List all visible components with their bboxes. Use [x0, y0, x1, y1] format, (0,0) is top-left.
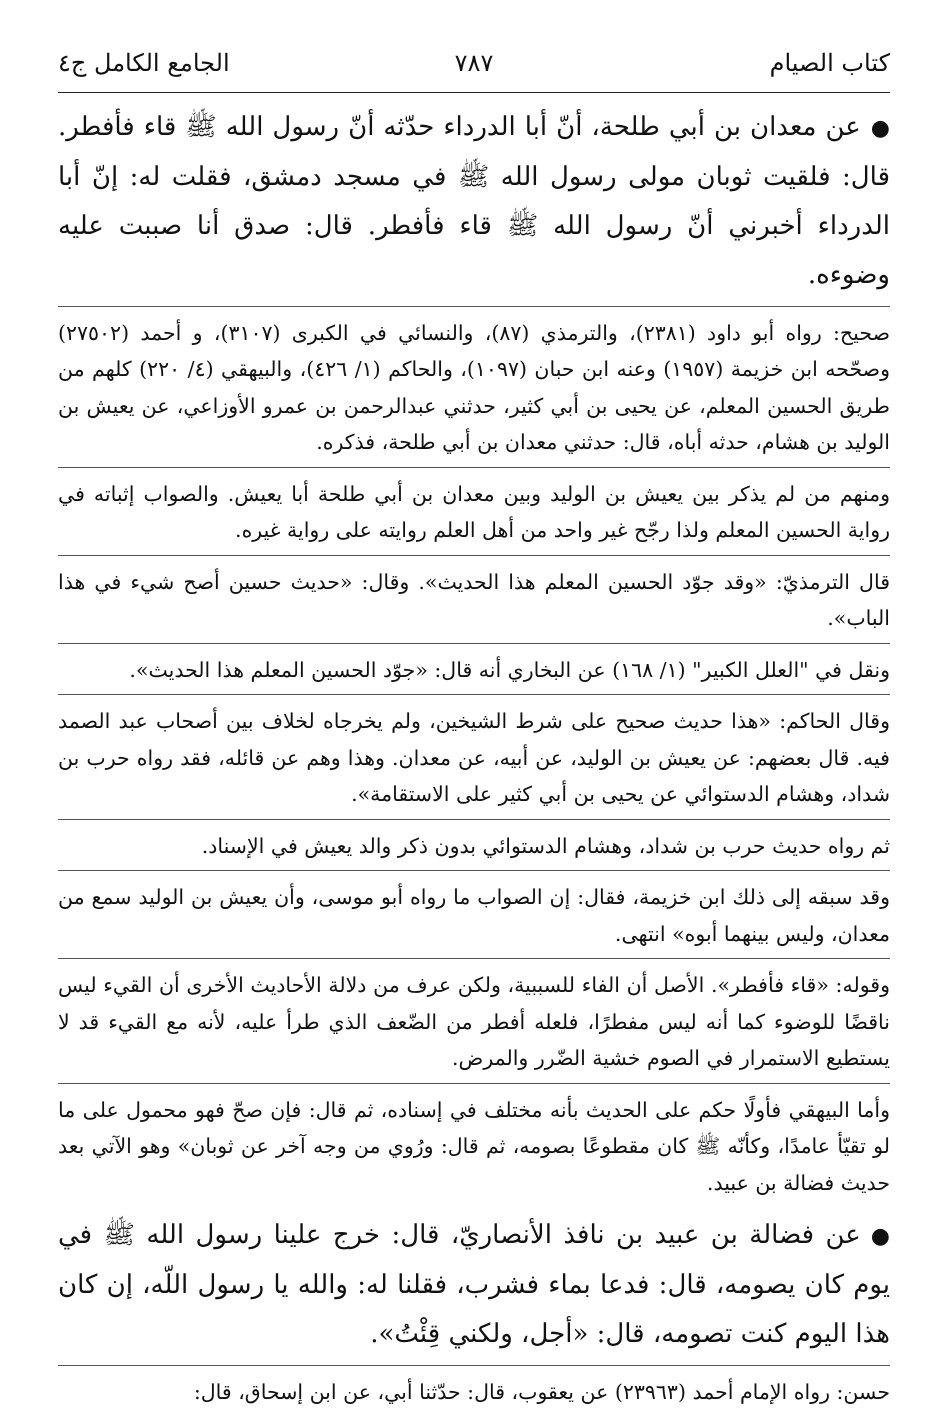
divider [58, 694, 890, 695]
note-paragraph: وقد سبقه إلى ذلك ابن خزيمة، فقال: إن الصواب ما رواه أبو موسى، وأن يعيش بن الوليد سمع من معدان، وليس بينهما أبوه» انتهى. [58, 879, 890, 952]
bullet-icon: ● [871, 104, 890, 153]
divider [58, 1365, 890, 1366]
hadith-body: عن فضالة بن عبيد بن نافذ الأنصاريّ، قال: خرج علينا رسول الله ﷺ في يوم كان يصومه، قال: فدعا بماء فشرب، فقلنا له: والله يا رسول اللّه، إن كان هذا اليوم كنت تصومه، قال: «أجل، ولكني قِئْتُ». [58, 1220, 890, 1349]
divider [58, 555, 890, 556]
note-paragraph: حسن: رواه الإمام أحمد (٢٣٩٦٣) عن يعقوب، قال: حدّثنا أبي، عن ابن إسحاق، قال: [58, 1374, 890, 1410]
note-paragraph: ثم رواه حديث حرب بن شداد، وهشام الدستوائي بدون ذكر والد يعيش في الإسناد. [58, 828, 890, 865]
header-rule [58, 92, 890, 93]
note-paragraph: ومنهم من لم يذكر بين يعيش بن الوليد وبين معدان بن أبي طلحة أبا يعيش. والصواب إثباته في رواية الحسين المعلم ولذا رجّح غير واحد من أهل العلم روايته على رواية غيره. [58, 476, 890, 549]
divider [58, 643, 890, 644]
divider [58, 819, 890, 820]
running-header [58, 40, 890, 86]
note-paragraph: وقوله: «قاء فأفطر». الأصل أن الفاء للسببية، ولكن عرف من دلالة الأحاديث الأخرى أن القيء ليس ناقضًا للوضوء كما أنه ليس مفطرًا، فلعله أفطر من الضّعف الذي طرأ عليه، لأنه مع القيء قد لا يستطيع الاستمرار في الصوم خشية الضّرر والمرض. [58, 967, 890, 1077]
section-title: كتاب الصيام [770, 40, 890, 86]
note-paragraph: صحيح: رواه أبو داود (٢٣٨١)، والترمذي (٨٧)، والنسائي في الكبرى (٣١٠٧)، و أحمد (٢٧٥٠٢) وصحّحه ابن خزيمة (١٩٥٧) وعنه ابن حبان (١٠٩٧)، والحاكم (١/ ٤٢٦)، والبيهقي (٤/ ٢٢٠) كلهم من طريق الحسين المعلم، عن يحيى بن أبي كثير، حدثني عبدالرحمن بن عمرو الأوزاعي، عن يعيش بن الوليد بن هشام، حدثه أباه، قال: حدثني معدان بن أبي طلحة، فذكره. [58, 315, 890, 461]
note-paragraph: وأما البيهقي فأولًا حكم على الحديث بأنه مختلف في إسناده، ثم قال: فإن صحّ فهو محمول على ما لو تقيّأ عامدًا، وكأنّه ﷺ كان مقطوعًا بصومه، ثم قال: ورُوي من وجه آخر عن ثوبان» وهو الآتي بعد حديث فضالة بن عبيد. [58, 1092, 890, 1202]
hadith-text-2 [58, 1211, 890, 1359]
book-page [58, 40, 890, 1354]
page-number: ٧٨٧ [455, 40, 494, 86]
hadith-body: عن معدان بن أبي طلحة، أنّ أبا الدرداء حدّثه أنّ رسول الله ﷺ قاء فأفطر. قال: فلقيت ثوبان مولى رسول الله ﷺ في مسجد دمشق، فقلت له: إنّ أبا الدرداء أخبرني أنّ رسول الله ﷺ قاء فأفطر. قال: صدق أنا صببت عليه وضوءه. [58, 112, 890, 290]
divider [58, 870, 890, 871]
divider [58, 958, 890, 959]
book-title: الجامع الكامل ج٤ [58, 40, 230, 86]
hadith-text-1 [58, 103, 890, 300]
divider [58, 1083, 890, 1084]
note-paragraph: قال الترمذيّ: «وقد جوّد الحسين المعلم هذا الحديث». وقال: «حديث حسين أصح شيء في هذا الباب». [58, 564, 890, 637]
note-paragraph: ونقل في "العلل الكبير" (١/ ١٦٨) عن البخاري أنه قال: «جوّد الحسين المعلم هذا الحديث». [58, 652, 890, 689]
divider [58, 467, 890, 468]
bullet-icon: ● [871, 1212, 890, 1261]
divider [58, 306, 890, 307]
note-paragraph: وقال الحاكم: «هذا حديث صحيح على شرط الشيخين، ولم يخرجاه لخلاف بين أصحاب عبد الصمد فيه. قال بعضهم: عن يعيش بن الوليد، عن أبيه، عن معدان. وهذا وهم عن قائله، فقد رواه حرب بن شداد، وهشام الدستوائي عن يحيى بن أبي كثير على الاستقامة». [58, 703, 890, 813]
